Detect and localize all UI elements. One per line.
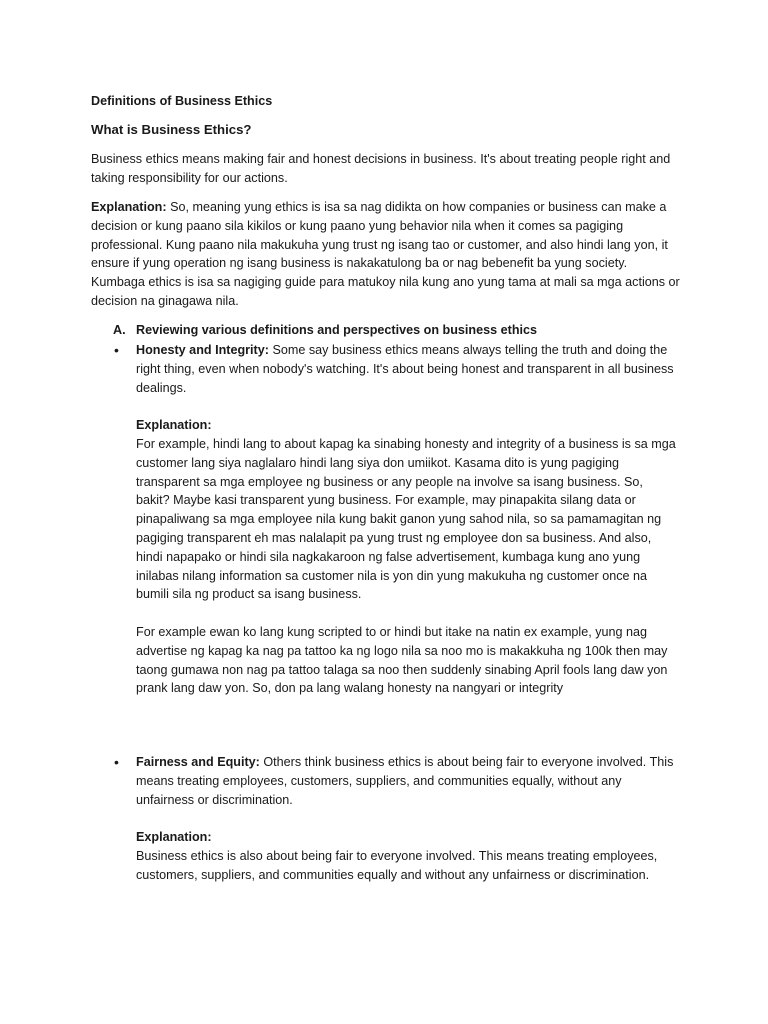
bullet-explanation-text: For example, hindi lang to about kapag ka sinabing honesty and integrity of a business is sa mga customer lang siya naglalaro hindi lang siya don umiikot. Kasama dito is yung pagiging transparent sa mga employee ng business or any people na involve sa isang business. So, bakit? Maybe kasi transparent yung business. For example, may pinapakita silang data or pinapaliwang sa mga employee nila kung bakit ganon yung sahod nila, so sa pamamagitan ng pagiging transparent eh mas nalalapit pa yung trust ng employee don sa business. And also, hindi napapako or hindi sila nagkakaroon ng false advertisement, kumbaga kung ano yung inilabas nilang information sa customer nila is yon din yung makukuha ng customer once na bumili sila ng product sa isang business. (136, 436, 676, 602)
bullet-text: Some say business ethics means always telling the truth and doing the right thing, even when nobody's watching. It's about being honest and transparent in all business dealings. (136, 343, 674, 395)
section-heading: Reviewing various definitions and perspectives on business ethics (136, 323, 538, 337)
question-heading: What is Business Ethics? (91, 122, 252, 137)
bullet-label: Fairness and Equity: (136, 755, 260, 769)
bullet-example-paragraph: For example ewan ko lang kung scripted to or hindi but itake na natin ex example, yung nag advertise ng kapag ka nag pa tattoo ka ng logo nila sa noo mo is makakkuha ng 100k then may taong gumawa non nag pa tattoo talaga sa noo then suddenly sinabing April fools lang daw yon prank lang daw yon. So, don pa lang walang honesty na nangyari or integrity (136, 624, 668, 696)
explanation-paragraph (91, 198, 681, 311)
bullet-explanation-text: Business ethics is also about being fair to everyone involved. This means treating employees, customers, suppliers, and communities equally and without any unfairness or discrimination. (136, 848, 658, 882)
bullet-marker: • (114, 754, 119, 770)
bullet-marker: • (114, 342, 119, 358)
bullet-item-fairness (136, 753, 676, 885)
explanation-text: So, meaning yung ethics is isa sa nag didikta on how companies or business can make a decision or kung paano sila kikilos or kung paano yung behavior nila when it comes sa pagiging professional. Kung paano nila makukuha yung trust ng isang tao or customer, and also hindi lang yon, it ensure if yung operation ng isang business is nakakatulong ba or nag bebenefit ba yung society. Kumbaga ethics is isa sa nagiging guide para matukoy nila kung ano yung tama at mali sa mga actions or decision na ginagawa nila. (91, 200, 680, 308)
bullet-item-honesty (136, 341, 676, 698)
bullet-text: Others think business ethics is about being fair to everyone involved. This means treating employees, customers, suppliers, and communities equally, without any unfairness or discrimination. (136, 755, 674, 807)
bullet-definition (136, 341, 676, 397)
document-title: Definitions of Business Ethics (91, 94, 273, 108)
bullet-explanation (136, 416, 676, 604)
section-marker: A. (113, 323, 126, 337)
bullet-explanation-label: Explanation: (136, 418, 212, 433)
intro-paragraph: Business ethics means making fair and honest decisions in business. It's about treating people right and taking responsibility for our actions. (91, 152, 671, 185)
bullet-explanation-label: Explanation: (136, 830, 212, 845)
bullet-label: Honesty and Integrity: (136, 343, 269, 357)
bullet-definition (136, 753, 676, 809)
bullet-explanation (136, 828, 676, 884)
explanation-label: Explanation: (91, 200, 167, 214)
